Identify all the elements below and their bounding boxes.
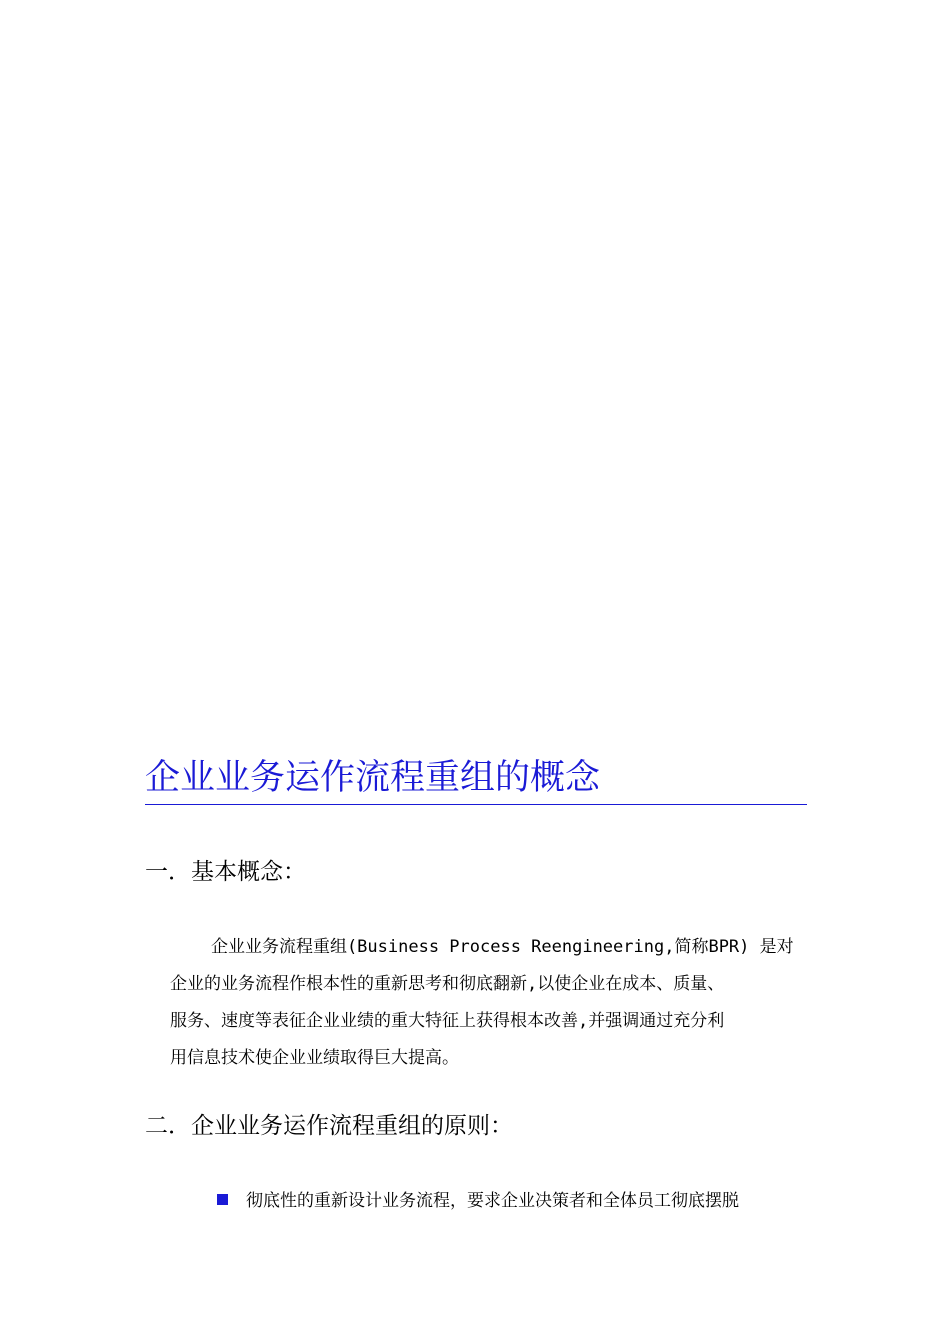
paragraph-line: 服务、速度等表征企业业绩的重大特征上获得根本改善,并强调通过充分利: [170, 1011, 725, 1031]
title-underline: [145, 804, 807, 805]
section-heading-basic-concept: 一．基本概念：: [145, 859, 306, 885]
section-heading-principles: 二．企业业务运作流程重组的原则：: [145, 1113, 513, 1139]
bullet-text: 彻底性的重新设计业务流程，要求企业决策者和全体员工彻底摆脱: [246, 1191, 739, 1211]
document-title: 企业业务运作流程重组的概念: [145, 758, 601, 798]
paragraph-line: 企业业务流程重组(Business Process Reengineering,简称BPR) 是对: [170, 937, 794, 957]
paragraph-line: 用信息技术使企业业绩取得巨大提高。: [170, 1048, 459, 1068]
bullet-item: [215, 1188, 815, 1218]
square-bullet-icon: [217, 1194, 228, 1205]
paragraph-line: 企业的业务流程作根本性的重新思考和彻底翻新,以使企业在成本、质量、: [170, 974, 725, 994]
